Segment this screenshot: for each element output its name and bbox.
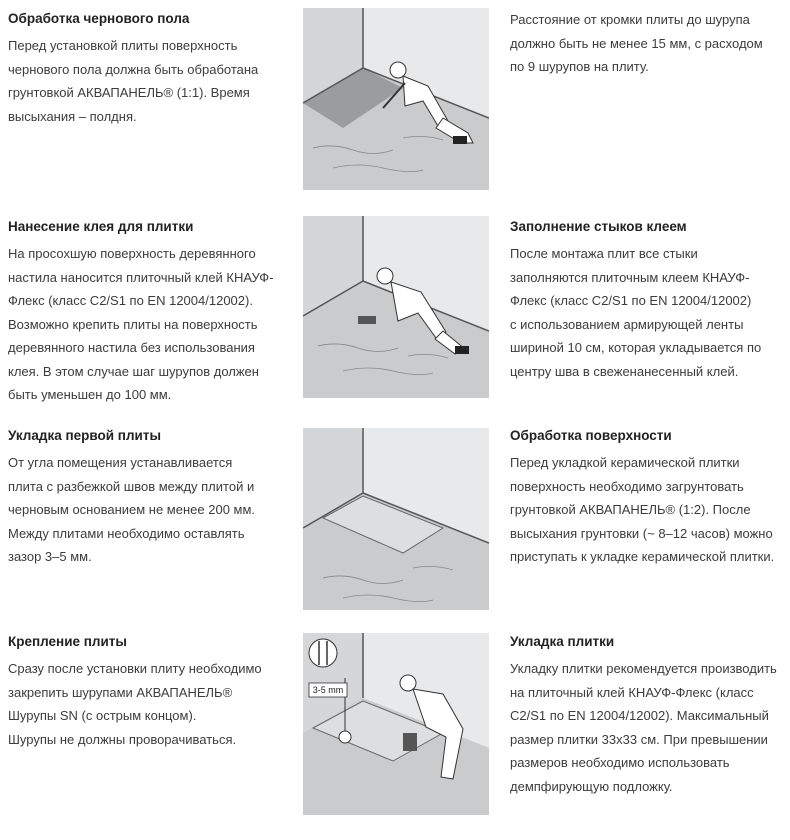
step-4-text: Сразу после установки плиту необходимо закрепить шурупами АКВАПАНЕЛЬ® Шурупы SN (с острым концом). Шурупы не должны проворачиваться. — [8, 661, 262, 747]
step-3-title: Укладка первой плиты — [8, 428, 161, 443]
illustration-priming — [303, 8, 489, 188]
step-1-title: Обработка чернового пола — [8, 11, 190, 26]
step-6-title: Заполнение стыков клеем — [510, 219, 687, 234]
illustration-first-board — [303, 428, 489, 608]
step-7-text: Перед укладкой керамической плитки поверхность необходимо загрунтовать грунтовкой АКВАПАНЕЛЬ® (1:2). После высыхания грунтовки (~ 8–12 часов) можно приступать к укладке керамической плитки. — [510, 455, 775, 564]
step-5-text: Расстояние от кромки плиты до шурупа должно быть не менее 15 мм, с расходом по 9 шурупов на плиту. — [510, 12, 763, 74]
illustration-fixing — [303, 633, 489, 813]
step-4-block — [8, 633, 288, 751]
step-2-text: На просохшую поверхность деревянного настила наносится плиточный клей КНАУФ- Флекс (класс С2/S1 по EN 12004/12002). Возможно крепить плиты на поверхность деревянного настила без использования клея. В этом случае шаг шурупов должен быть уменьшен до 100 мм. — [8, 246, 274, 402]
step-2-title: Нанесение клея для плитки — [8, 219, 194, 234]
step-8-title: Укладка плитки — [510, 634, 615, 649]
step-7-title: Обработка поверхности — [510, 428, 672, 443]
step-7-block — [510, 427, 785, 569]
step-3-block — [8, 427, 288, 569]
step-8-block — [510, 633, 785, 798]
step-6-text: После монтажа плит все стыки заполняются плиточным клеем КНАУФ- Флекс (класс С2/S1 по EN 12004/12002) с использованием армирующей ленты шириной 10 см, которая укладывается по центру шва в свеженанесенный клей. — [510, 246, 762, 379]
step-6-block — [510, 218, 785, 383]
step-4-title: Крепление плиты — [8, 634, 127, 649]
step-2-block — [8, 218, 288, 407]
step-3-text: От угла помещения устанавливается плита с разбежкой швов между плитой и черновым основанием не менее 200 мм. Между плитами необходимо оставлять зазор 3–5 мм. — [8, 455, 256, 564]
step-1-text: Перед установкой плиты поверхность чернового пола должна быть обработана грунтовкой АКВАПАНЕЛЬ® (1:1). Время высыхания – полдня. — [8, 38, 259, 124]
gap-label: 3-5 mm — [312, 685, 344, 695]
step-1-block — [8, 10, 288, 128]
step-8-text: Укладку плитки рекомендуется производить на плиточный клей КНАУФ-Флекс (класс С2/S1 по EN 12004/12002). Максимальный размер плитки 33х33 см. При превышении размеров необходимо использовать демпфирующую подложку. — [510, 661, 777, 794]
step-5-block — [510, 8, 785, 79]
illustration-adhesive — [303, 216, 489, 396]
